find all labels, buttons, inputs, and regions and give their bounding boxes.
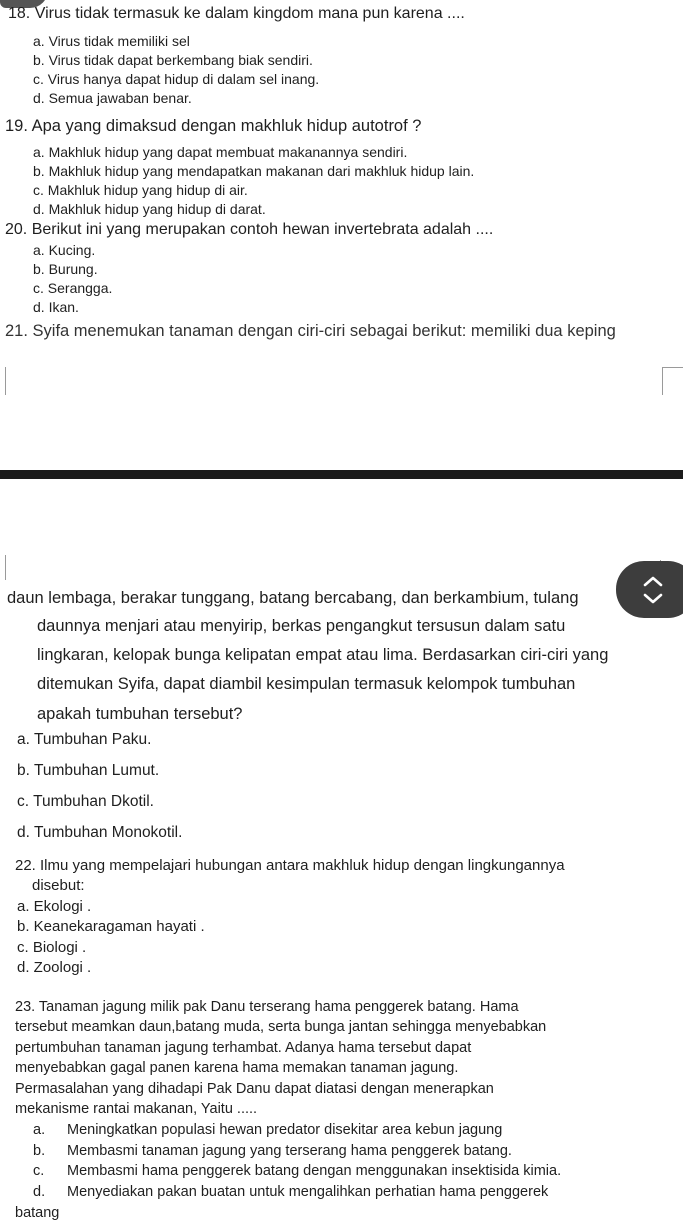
q21-option-d: d. Tumbuhan Monokotil. bbox=[17, 824, 183, 841]
page-separator-bar bbox=[0, 470, 683, 479]
q20-option-b: b. Burung. bbox=[33, 261, 98, 277]
question-23-line-6: mekanisme rantai makanan, Yaitu ..... bbox=[15, 1101, 258, 1117]
page-corner-mark bbox=[662, 367, 683, 368]
q21-option-c: c. Tumbuhan Dkotil. bbox=[17, 793, 154, 810]
q23-option-b-letter: b. bbox=[33, 1143, 46, 1159]
q18-option-c: c. Virus hanya dapat hidup di dalam sel inang. bbox=[33, 71, 320, 87]
question-21-line-2: daun lembaga, berakar tunggang, batang bercabang, dan berkambium, tulang bbox=[7, 589, 579, 607]
q18-option-d: d. Semua jawaban benar. bbox=[33, 90, 192, 106]
q23-option-d-letter: d. bbox=[33, 1184, 46, 1200]
q21-option-b: b. Tumbuhan Lumut. bbox=[17, 762, 160, 779]
q23-option-d-wrap: batang bbox=[15, 1205, 60, 1221]
q23-option-a-text: Meningkatkan populasi hewan predator disekitar area kebun jagung bbox=[67, 1122, 503, 1138]
q22-option-b: b. Keanekaragaman hayati . bbox=[17, 918, 205, 935]
q22-option-c: c. Biologi . bbox=[17, 939, 87, 956]
q22-option-a: a. Ekologi . bbox=[17, 898, 92, 915]
question-23-line-3: pertumbuhan tanaman jagung terhambat. Adanya hama tersebut dapat bbox=[15, 1040, 472, 1056]
question-23-line-1: 23. Tanaman jagung milik pak Danu terserang hama penggerek batang. Hama bbox=[15, 999, 519, 1015]
page-corner-mark bbox=[5, 367, 6, 395]
page-corner-mark bbox=[662, 367, 663, 395]
question-23-line-5: Permasalahan yang dihadapi Pak Danu dapat diatasi dengan menerapkan bbox=[15, 1081, 494, 1097]
q18-option-a: a. Virus tidak memiliki sel bbox=[33, 33, 190, 49]
question-21-line-5: ditemukan Syifa, dapat diambil kesimpulan termasuk kelompok tumbuhan bbox=[37, 675, 576, 693]
q23-option-d-text: Menyediakan pakan buatan untuk mengalihkan perhatian hama penggerek bbox=[67, 1184, 549, 1200]
scroll-nav-control[interactable] bbox=[616, 561, 683, 618]
chevron-down-icon[interactable] bbox=[642, 592, 664, 606]
q19-option-b: b. Makhluk hidup yang mendapatkan makanan dari makhluk hidup lain. bbox=[33, 163, 475, 179]
q22-option-d: d. Zoologi . bbox=[17, 959, 92, 976]
q20-option-a: a. Kucing. bbox=[33, 242, 96, 258]
question-21-line-3: daunnya menjari atau menyirip, berkas pengangkut tersusun dalam satu bbox=[37, 617, 566, 635]
chevron-up-icon[interactable] bbox=[642, 574, 664, 588]
q19-option-a: a. Makhluk hidup yang dapat membuat makanannya sendiri. bbox=[33, 144, 408, 160]
q23-option-b-text: Membasmi tanaman jagung yang terserang hama penggerek batang. bbox=[67, 1143, 512, 1159]
question-22-line-2: disebut: bbox=[32, 877, 85, 894]
q18-option-b: b. Virus tidak dapat berkembang biak sendiri. bbox=[33, 52, 313, 68]
question-23-line-4: menyebabkan gagal panen karena hama memakan tanaman jagung. bbox=[15, 1060, 459, 1076]
question-18-text: 18. Virus tidak termasuk ke dalam kingdom mana pun karena .... bbox=[8, 5, 465, 22]
q20-option-d: d. Ikan. bbox=[33, 299, 79, 315]
q19-option-c: c. Makhluk hidup yang hidup di air. bbox=[33, 182, 248, 198]
question-21-line-1: 21. Syifa menemukan tanaman dengan ciri-ciri sebagai berikut: memiliki dua keping bbox=[5, 322, 616, 340]
q19-option-d: d. Makhluk hidup yang hidup di darat. bbox=[33, 201, 266, 217]
question-21-line-6: apakah tumbuhan tersebut? bbox=[37, 705, 243, 723]
page-corner-mark bbox=[5, 555, 6, 580]
question-22-line-1: 22. Ilmu yang mempelajari hubungan antara makhluk hidup dengan lingkungannya bbox=[15, 857, 565, 874]
question-20-text: 20. Berikut ini yang merupakan contoh hewan invertebrata adalah .... bbox=[5, 221, 494, 238]
q21-option-a: a. Tumbuhan Paku. bbox=[17, 731, 152, 748]
q23-option-c-letter: c. bbox=[33, 1163, 45, 1179]
question-21-line-4: lingkaran, kelopak bunga kelipatan empat atau lima. Berdasarkan ciri-ciri yang bbox=[37, 646, 609, 664]
q23-option-c-text: Membasmi hama penggerek batang dengan menggunakan insektisida kimia. bbox=[67, 1163, 562, 1179]
question-23-line-2: tersebut meamkan daun,batang muda, serta bunga jantan sehingga menyebabkan bbox=[15, 1019, 547, 1035]
question-19-text: 19. Apa yang dimaksud dengan makhluk hidup autotrof ? bbox=[5, 117, 422, 135]
q23-option-a-letter: a. bbox=[33, 1122, 46, 1138]
q20-option-c: c. Serangga. bbox=[33, 280, 113, 296]
